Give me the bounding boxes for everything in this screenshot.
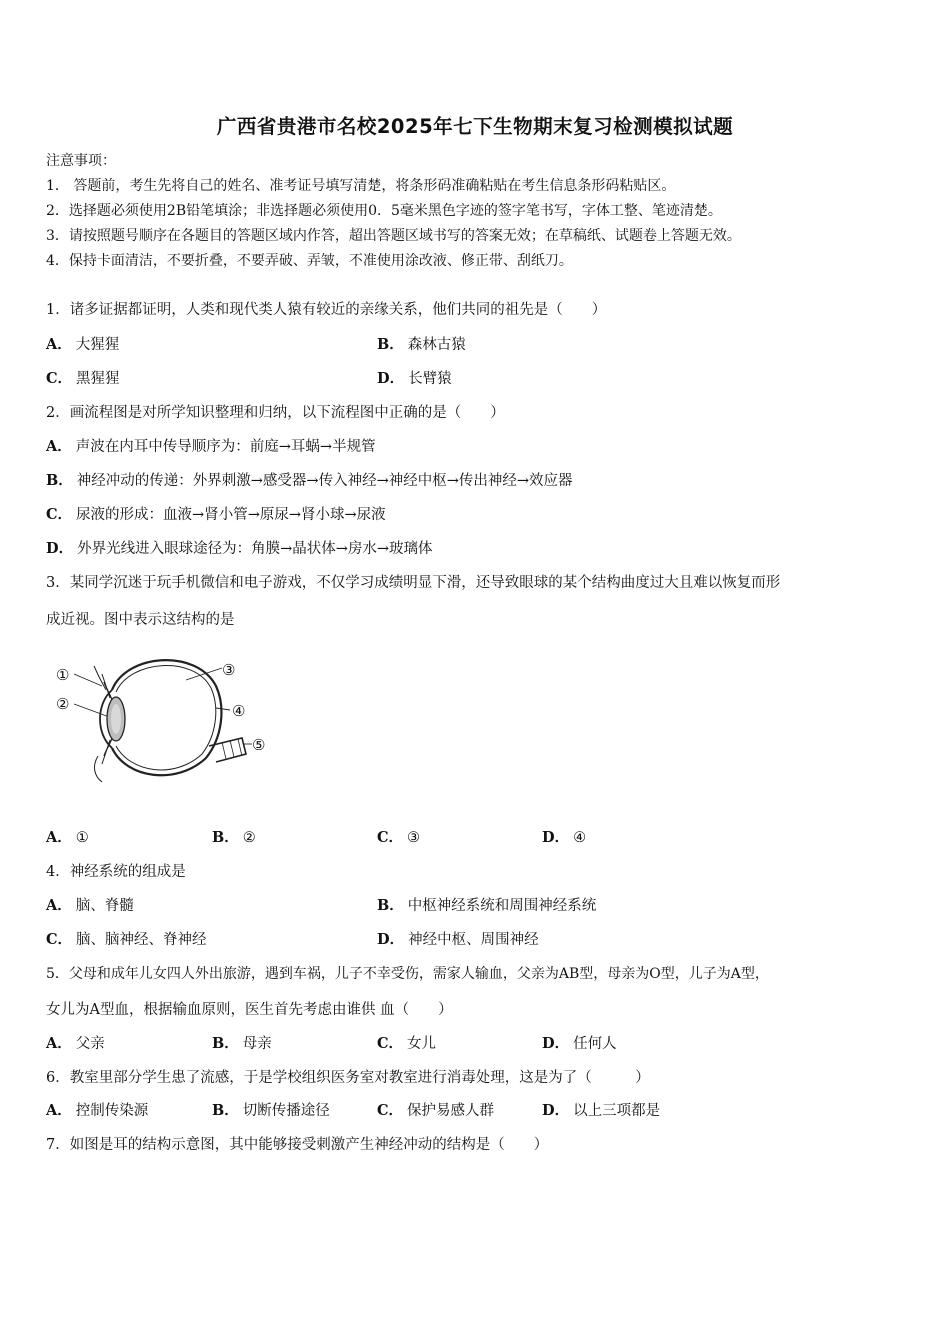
option-text: 切断传播途径 [242,1103,330,1119]
option-text: 任何人 [573,1036,617,1052]
option-text: 神经冲动的传递：外界刺激→感受器→传入神经→神经中枢→传出神经→效应器 [76,473,573,489]
q1-option-b[interactable] [377,335,466,355]
q1-option-c[interactable] [46,369,120,389]
q6-option-d[interactable] [542,1101,660,1121]
option-letter: B． [212,829,239,846]
option-text: 黑猩猩 [76,371,120,387]
q2-option-d[interactable] [46,539,433,559]
option-letter: B． [377,897,404,914]
q1-option-a[interactable] [46,335,119,355]
q3-option-b[interactable] [212,828,256,848]
question-5-stem-cont: 女儿为A型血，根据输血原则，医生首先考虑由谁供 血（ ） [46,1002,453,1018]
option-letter: D． [46,540,74,557]
figure-label-2: ② [56,695,70,713]
option-letter: C． [46,370,73,387]
option-text: 神经中枢、周围神经 [408,932,539,948]
option-letter: B． [46,472,73,489]
option-letter: C． [377,1102,404,1119]
option-text: 父亲 [75,1036,105,1052]
question-3-stem-cont: 成近视。图中表示这结构的是 [46,612,235,628]
question-5-stem: 5．父母和成年儿女四人外出旅游，遇到车祸，儿子不幸受伤，需家人输血，父亲为AB型，母亲为O型，儿子为A型， [46,966,769,982]
question-2-stem: 2．画流程图是对所学知识整理和归纳，以下流程图中正确的是（ ） [46,405,505,421]
option-text: ② [242,830,256,846]
option-letter: A． [46,1102,72,1119]
option-text: 声波在内耳中传导顺序为：前庭→耳蜗→半规管 [75,439,376,455]
option-text: 中枢神经系统和周围神经系统 [407,898,597,914]
option-text: 尿液的形成：血液→肾小管→原尿→肾小球→尿液 [76,507,386,523]
q6-option-b[interactable] [212,1101,330,1121]
option-letter: C． [46,506,73,523]
q4-option-d[interactable] [377,930,539,950]
q2-option-b[interactable] [46,471,573,491]
option-letter: D． [377,370,405,387]
figure-label-3: ③ [222,661,236,679]
option-letter: C． [377,829,404,846]
page-title: 广西省贵港市名校2025年七下生物期末复习检测模拟试题 [216,115,734,138]
note-item: 2．选择题必须使用2B铅笔填涂；非选择题必须使用0．5毫米黑色字迹的签字笔书写，字体工整、笔迹清楚。 [46,203,722,219]
q6-option-a[interactable] [46,1101,148,1121]
option-letter: D． [542,1035,570,1052]
note-item: 4．保持卡面清洁，不要折叠，不要弄破、弄皱，不准使用涂改液、修正带、刮纸刀。 [46,253,573,269]
option-text: 长臂猿 [408,371,452,387]
option-text: 母亲 [242,1036,272,1052]
note-item: 1． 答题前，考生先将自己的姓名、准考证号填写清楚，将条形码准确粘贴在考生信息条形码粘贴区。 [46,178,676,194]
figure-label-4: ④ [232,702,246,720]
option-letter: B． [377,336,404,353]
figure-label-5: ⑤ [252,736,266,754]
option-text: 女儿 [407,1036,437,1052]
option-letter: C． [46,931,73,948]
option-text: ③ [407,830,421,846]
option-letter: C． [377,1035,404,1052]
option-text: 脑、脊髓 [75,898,134,914]
q4-option-b[interactable] [377,896,596,916]
option-text: 外界光线进入眼球途径为：角膜→晶状体→房水→玻璃体 [77,541,433,557]
option-letter: D． [377,931,405,948]
option-letter: B． [212,1102,239,1119]
q6-option-c[interactable] [377,1101,494,1121]
question-6-stem: 6．教室里部分学生患了流感，于是学校组织医务室对教室进行消毒处理，这是为了（ ） [46,1070,650,1086]
option-letter: A． [46,336,72,353]
q4-option-c[interactable] [46,930,207,950]
option-text: 以上三项都是 [573,1103,661,1119]
option-text: 大猩猩 [75,337,120,353]
question-7-stem: 7．如图是耳的结构示意图，其中能够接受刺激产生神经冲动的结构是（ ） [46,1137,549,1153]
q1-option-d[interactable] [377,369,452,389]
q5-option-a[interactable] [46,1034,105,1054]
figure-label-1: ① [56,666,70,684]
option-text: 脑、脑神经、脊神经 [76,932,207,948]
q4-option-a[interactable] [46,896,134,916]
notes-heading: 注意事项： [46,153,116,169]
q2-option-c[interactable] [46,505,386,525]
option-text: 森林古猿 [407,337,466,353]
question-3-stem: 3．某同学沉迷于玩手机微信和电子游戏，不仅学习成绩明显下滑，还导致眼球的某个结构曲度过大且难以恢复而形 [46,575,781,591]
option-letter: A． [46,1035,72,1052]
q5-option-d[interactable] [542,1034,617,1054]
eyeball-diagram [46,646,278,784]
option-letter: D． [542,829,570,846]
option-letter: A． [46,438,72,455]
option-text: 控制传染源 [75,1103,149,1119]
question-4-stem: 4．神经系统的组成是 [46,864,186,880]
q2-option-a[interactable] [46,437,376,457]
question-1-stem: 1．诸多证据都证明，人类和现代类人猿有较近的亲缘关系，他们共同的祖先是（ ） [46,302,607,318]
q3-option-a[interactable] [46,828,89,848]
q5-option-b[interactable] [212,1034,272,1054]
option-text: 保护易感人群 [407,1103,495,1119]
option-letter: A． [46,897,72,914]
q3-option-d[interactable] [542,828,586,848]
option-letter: A． [46,829,72,846]
option-letter: D． [542,1102,570,1119]
option-text: ④ [573,830,587,846]
q3-option-c[interactable] [377,828,420,848]
q5-option-c[interactable] [377,1034,436,1054]
option-letter: B． [212,1035,239,1052]
note-item: 3．请按照题号顺序在各题目的答题区域内作答，超出答题区域书写的答案无效；在草稿纸、试题卷上答题无效。 [46,228,741,244]
option-text: ① [75,830,89,846]
